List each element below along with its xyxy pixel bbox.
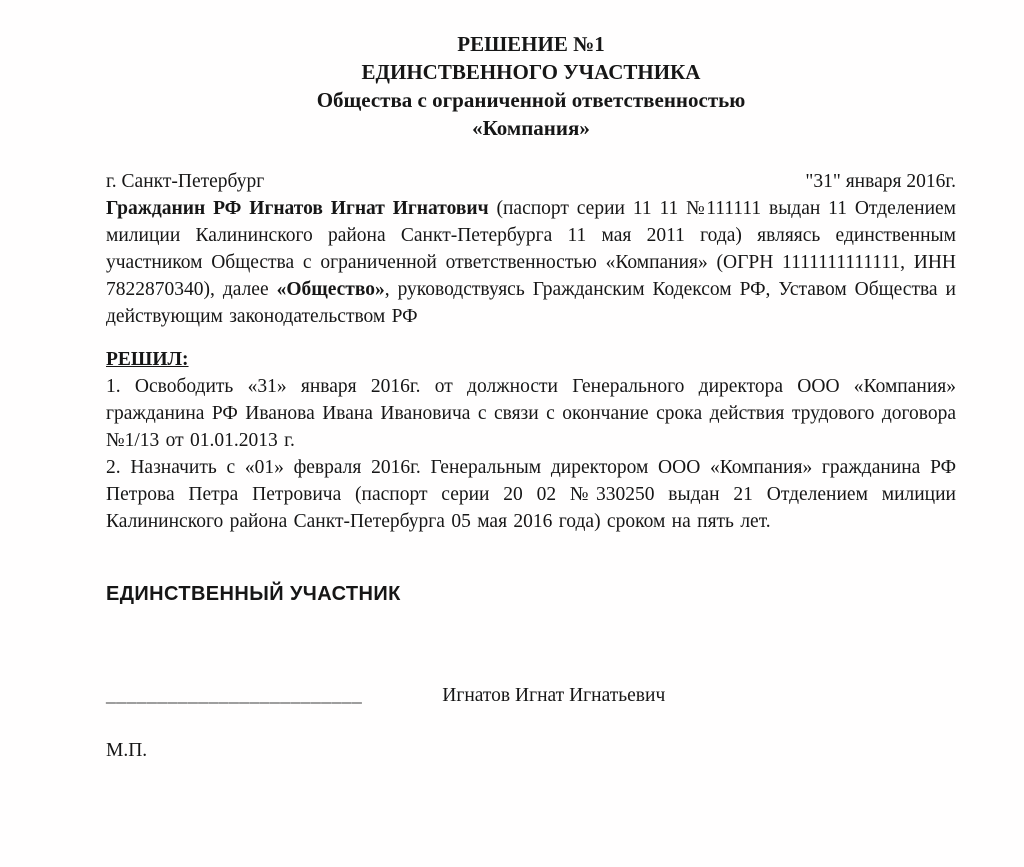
intro-paragraph — [106, 195, 956, 330]
intro-legal-basis-text: , руководствуясь Гражданским Кодексом РФ, Уставом Общества и действующим законодательством РФ — [106, 279, 956, 327]
title-line-company-type: Общества с ограниченной ответственностью — [316, 88, 746, 112]
sole-participant-heading: ЕДИНСТВЕННЫЙ УЧАСТНИК — [106, 583, 401, 605]
resolution-item-2: 2. Назначить с «01» февраля 2016г. Генеральным директором ООО «Компания» гражданина РФ Петрова Петра Петровича (паспорт серии 20 02 №330250 выдан 21 Отделением милиции Калининского района Санкт-Петербурга 05 мая 2016 года) сроком на пять лет. — [106, 457, 956, 532]
title-line-sole-participant: ЕДИНСТВЕННОГО УЧАСТНИКА — [361, 60, 701, 84]
title-line-company-name: «Компания» — [472, 116, 590, 140]
resolution-item-1: 1. Освободить «31» января 2016г. от должности Генерального директора ООО «Компания» гражданина РФ Иванова Ивана Ивановича с связи с окончание срока действия трудового договора №1/13 от 01.01.2013 г. — [106, 376, 956, 451]
society-term-bold: «Общество» — [276, 279, 385, 300]
stamp-label: М.П. — [106, 740, 148, 761]
title-line-decision-number: РЕШЕНИЕ №1 — [457, 32, 605, 56]
intro-passport-text: (паспорт серии 11 11 №111111 выдан 11 Отделением милиции Калининского района Санкт-Петербурга 11 мая 2011 года) являясь единственным участником Общества с ограниченной ответственностью «Компания» (ОГРН 1111111111111, ИНН 7822870340), далее — [106, 198, 956, 300]
signature-row — [106, 682, 956, 709]
signature-line: _________________________ — [106, 685, 363, 706]
signature-name: Игнатов Игнат Игнатьевич — [442, 685, 666, 706]
resolved-heading: РЕШИЛ: — [106, 349, 189, 370]
meta-row — [106, 168, 956, 195]
city-label: г. Санкт-Петербург — [106, 171, 265, 192]
date-label: "31" января 2016г. — [805, 171, 956, 192]
citizen-name-bold: Гражданин РФ Игнатов Игнат Игнатович — [106, 198, 489, 219]
document-title — [106, 30, 956, 142]
